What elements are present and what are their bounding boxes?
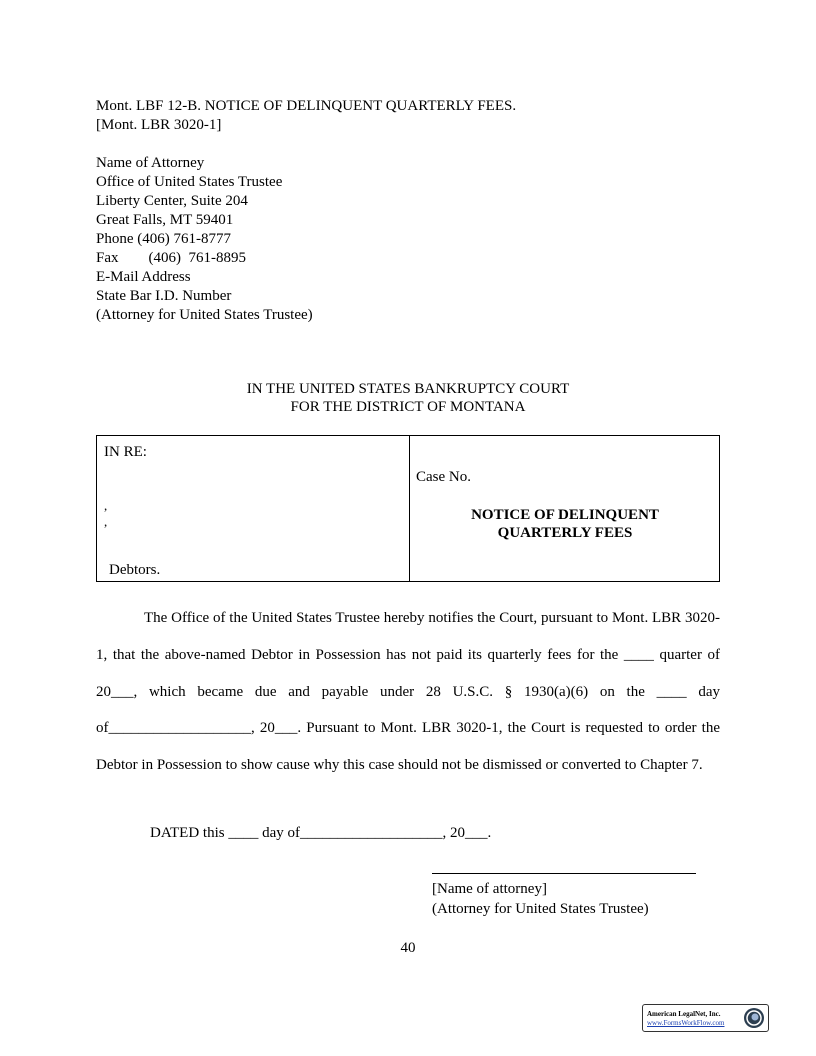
footer-logo[interactable] [642,1004,769,1032]
signature-block [432,879,649,919]
attorney-line: E-Mail Address [96,269,191,285]
debtor-name-placeholders [104,498,107,530]
signature-role: (Attorney for United States Trustee) [432,901,649,917]
notice-title-line: QUARTERLY FEES [497,525,633,541]
attorney-line: Liberty Center, Suite 204 [96,193,248,209]
attorney-line: Fax (406) 761-8895 [96,250,246,266]
attorney-line: (Attorney for United States Trustee) [96,307,313,323]
attorney-line: State Bar I.D. Number [96,288,232,304]
caption-divider [409,436,410,581]
globe-icon [743,1007,765,1029]
form-title: Mont. LBF 12-B. NOTICE OF DELINQUENT QUARTERLY FEES. [96,98,517,114]
case-number-label: Case No. [416,469,471,485]
notice-title [416,506,714,542]
in-re-label: IN RE: [104,444,147,460]
court-name: IN THE UNITED STATES BANKRUPTCY COURT [246,381,570,397]
notice-title-line: NOTICE OF DELINQUENT [471,507,659,523]
debtor-comma: , [104,498,108,513]
notice-paragraph: The Office of the United States Trustee hereby notifies the Court, pursuant to Mont. LBR 3020-1, that the above-named Debtor in Possession has not paid its quarterly fees for the ____ quarter of 20___, which became due and payable under 28 U.S.C. § 1930(a)(6) on the ____ day of___________________, 20___. Pursuant to Mont. LBR 3020-1, the Court is requested to order the Debtor in Possession to show cause why this case should not be dismissed or converted to Chapter 7. [96,610,720,774]
case-caption-box [96,435,720,582]
logo-url[interactable]: www.FormsWorkFlow.com [647,1019,725,1027]
notice-body [96,600,720,784]
signature-name: [Name of attorney] [432,881,547,897]
attorney-block [96,154,313,325]
attorney-line: Phone (406) 761-8777 [96,231,231,247]
attorney-line: Name of Attorney [96,155,205,171]
page-number: 40 [400,940,416,956]
debtor-comma: , [104,514,108,529]
attorney-line: Office of United States Trustee [96,174,283,190]
logo-company: American LegalNet, Inc. [647,1010,721,1018]
dated-line: DATED this ____ day of___________________, 20___. [150,825,492,841]
debtors-label: Debtors. [109,562,161,578]
court-heading [96,380,720,416]
signature-line [432,873,696,874]
court-district: FOR THE DISTRICT OF MONTANA [290,399,526,415]
rule-reference: [Mont. LBR 3020-1] [96,117,222,133]
attorney-line: Great Falls, MT 59401 [96,212,234,228]
form-header [96,97,516,135]
